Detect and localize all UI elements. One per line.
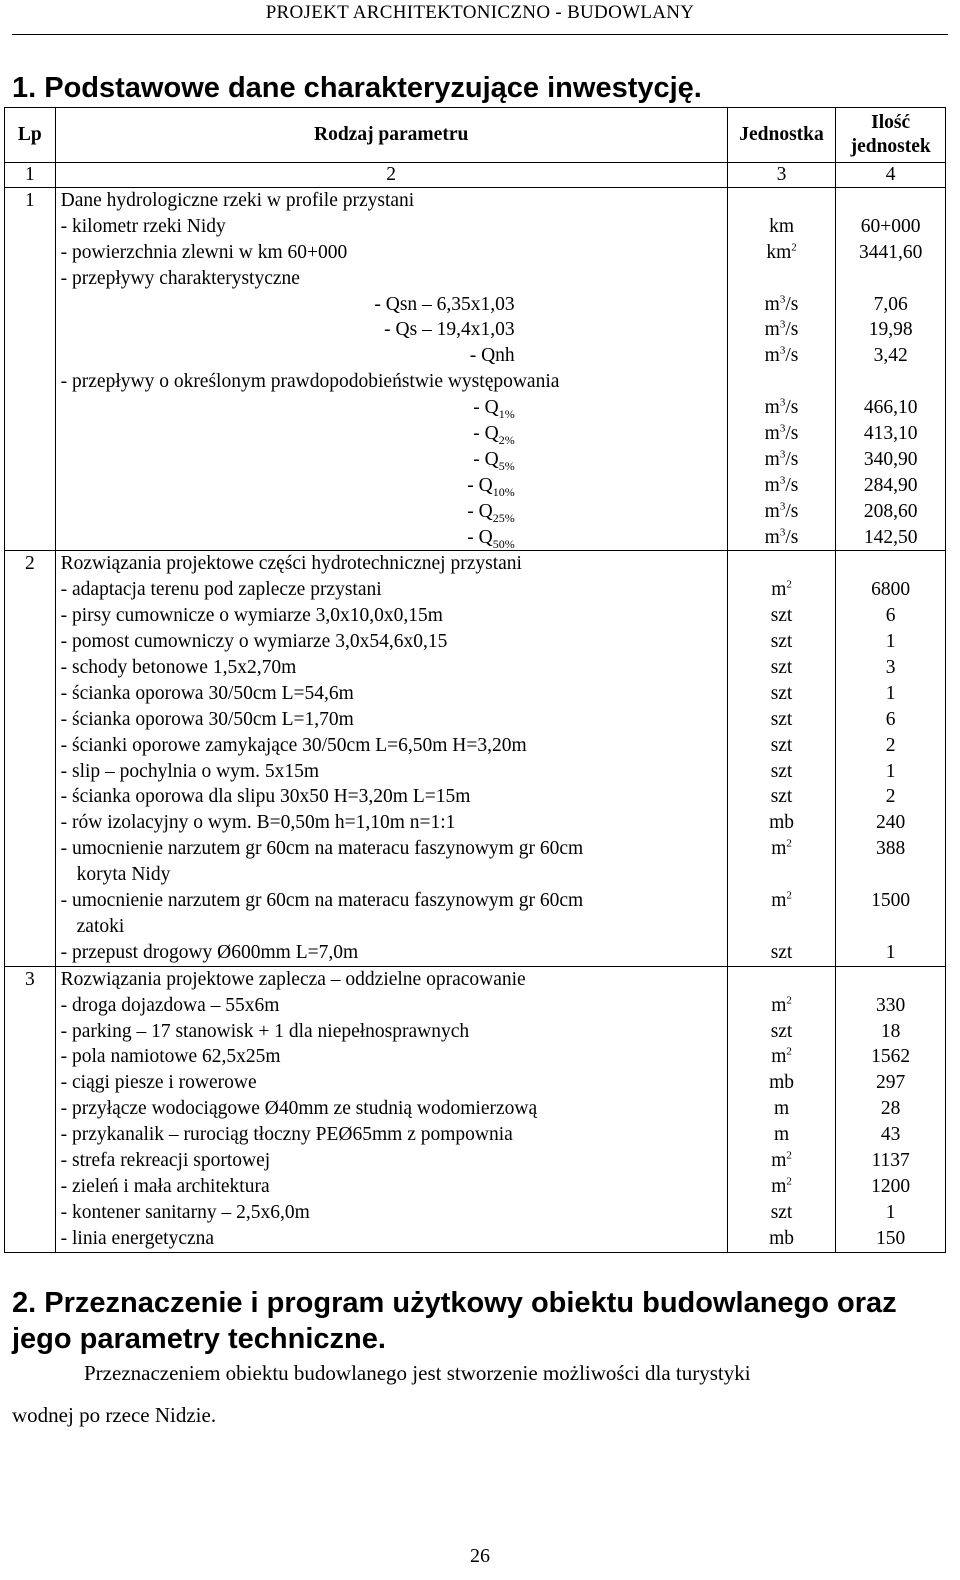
unit-value <box>728 940 836 966</box>
unit-text: m <box>771 890 787 912</box>
parameter-text <box>56 888 727 914</box>
unit-value <box>728 369 836 395</box>
parameter-text <box>56 836 727 862</box>
unit-superscript: 3 <box>779 344 786 357</box>
unit-value <box>728 343 836 369</box>
unit-superscript: 3 <box>779 293 786 306</box>
unit-value <box>728 1122 836 1148</box>
unit-value <box>728 240 836 266</box>
unit-superscript: 2 <box>786 1175 792 1188</box>
quantity-value <box>836 266 945 292</box>
header-parameter: Rodzaj parametru <box>55 108 727 163</box>
parameter-label: koryta Nidy <box>76 864 171 886</box>
unit-value <box>728 473 836 499</box>
quantity-value: 60+000 <box>860 215 921 237</box>
parameter-label: - Q <box>473 448 499 470</box>
unit-text: m <box>764 319 780 341</box>
table-row <box>5 551 946 966</box>
unit-text: m <box>764 293 780 315</box>
quantity-value: 2 <box>885 734 896 756</box>
parameter-subscript: 25% <box>492 510 515 525</box>
parameter-label: - Qs – 19,4x1,03 <box>384 319 515 341</box>
parameter-text <box>56 240 727 266</box>
unit-value <box>728 188 836 214</box>
quantity-value: 2 <box>885 786 896 808</box>
unit-suffix: /s <box>785 526 799 548</box>
unit-suffix: /s <box>785 448 799 470</box>
parameter-text <box>56 343 727 369</box>
investment-data-table <box>4 107 946 1253</box>
parameter-text <box>56 499 727 525</box>
parameter-text <box>56 810 727 836</box>
unit-text: szt <box>770 941 793 963</box>
unit-suffix: /s <box>785 293 799 315</box>
unit-value <box>728 914 836 940</box>
table-row <box>5 966 946 1252</box>
unit-text: m <box>771 1046 787 1068</box>
unit-value <box>728 1019 836 1045</box>
parameter-text <box>56 1044 727 1070</box>
column-number: 2 <box>55 163 727 188</box>
row-lp <box>5 551 56 966</box>
parameter-label: - przepływy charakterystyczne <box>60 267 300 289</box>
quantity-value: 18 <box>880 1020 901 1042</box>
unit-text: mb <box>769 812 794 834</box>
unit-value <box>728 629 836 655</box>
row-parameters <box>55 551 727 966</box>
unit-text: km <box>766 241 792 263</box>
parameter-text <box>56 862 727 888</box>
parameter-text <box>56 292 727 318</box>
unit-superscript: 3 <box>779 318 786 331</box>
unit-value <box>728 317 836 343</box>
quantity-value <box>836 914 945 940</box>
parameter-text <box>56 940 727 966</box>
quantity-value: 1 <box>885 631 896 653</box>
unit-value <box>728 266 836 292</box>
parameter-label: - rów izolacyjny o wym. B=0,50m h=1,10m n=1:1 <box>60 812 456 834</box>
unit-text: m <box>764 423 780 445</box>
unit-superscript: 2 <box>786 994 792 1007</box>
parameter-text <box>56 1200 727 1226</box>
lp-value: 1 <box>24 190 35 211</box>
parameter-subscript: 50% <box>492 536 515 551</box>
unit-value <box>728 525 836 551</box>
unit-text: m <box>773 1098 790 1120</box>
quantity-value <box>836 862 945 888</box>
parameter-label: - pomost cumowniczy o wymiarze 3,0x54,6x0,15 <box>60 631 448 653</box>
unit-superscript: 2 <box>786 889 792 902</box>
quantity-value <box>836 188 945 214</box>
unit-value <box>728 603 836 629</box>
unit-text: km <box>769 215 794 237</box>
parameter-text <box>56 214 727 240</box>
unit-text: szt <box>770 1020 793 1042</box>
column-number: 1 <box>5 163 56 188</box>
unit-value <box>728 447 836 473</box>
parameter-text <box>56 1148 727 1174</box>
unit-value <box>728 967 836 993</box>
parameter-label: - adaptacja terenu pod zaplecze przystani <box>60 579 382 601</box>
lp-value: 3 <box>24 968 35 990</box>
unit-value <box>728 1226 836 1252</box>
unit-superscript: 2 <box>786 578 792 591</box>
quantity-value: 1562 <box>871 1046 911 1068</box>
unit-value <box>728 707 836 733</box>
quantity-value: 6 <box>885 708 896 730</box>
unit-value <box>728 836 836 862</box>
quantity-value: 1 <box>885 1201 896 1223</box>
parameter-text <box>56 1174 727 1200</box>
row-quantities <box>836 188 946 551</box>
unit-value <box>728 1148 836 1174</box>
quantity-value: 297 <box>876 1072 906 1094</box>
header-quantity-line2: jednostek <box>850 136 931 157</box>
unit-superscript: 3 <box>779 526 786 539</box>
parameter-text <box>56 1122 727 1148</box>
parameter-text <box>56 188 727 214</box>
unit-text: szt <box>770 682 793 704</box>
parameter-label: zatoki <box>76 915 125 937</box>
unit-text: m <box>764 448 780 470</box>
parameter-text <box>56 914 727 940</box>
unit-suffix: /s <box>785 397 799 419</box>
parameter-text <box>56 681 727 707</box>
parameter-text <box>56 1096 727 1122</box>
parameter-subscript: 2% <box>498 432 515 447</box>
parameter-text <box>56 1070 727 1096</box>
parameter-label: - slip – pochylnia o wym. 5x15m <box>60 760 319 782</box>
row-lp <box>5 188 56 551</box>
unit-value <box>728 1070 836 1096</box>
row-quantities <box>836 551 946 966</box>
parameter-text <box>56 1226 727 1252</box>
unit-value <box>728 1174 836 1200</box>
page-number: 26 <box>470 1545 490 1567</box>
parameter-label: - ścianka oporowa 30/50cm L=1,70m <box>60 708 354 730</box>
quantity-value: 3441,60 <box>858 241 923 263</box>
lp-value: 2 <box>24 553 35 575</box>
unit-text: m <box>764 500 780 522</box>
quantity-value: 388 <box>876 838 906 860</box>
parameter-label: - kontener sanitarny – 2,5x6,0m <box>60 1201 310 1223</box>
row-parameters <box>55 966 727 1252</box>
unit-text: m <box>771 994 787 1016</box>
quantity-value: 19,98 <box>868 319 913 341</box>
parameter-subscript: 5% <box>498 458 515 473</box>
parameter-text <box>56 369 727 395</box>
parameter-text <box>56 395 727 421</box>
parameter-label: - linia energetyczna <box>60 1227 215 1249</box>
parameter-label: Dane hydrologiczne rzeki w profile przystani <box>60 190 415 211</box>
parameter-text <box>56 967 727 993</box>
table-header-row <box>5 108 946 163</box>
unit-value <box>728 421 836 447</box>
parameter-text <box>56 629 727 655</box>
parameter-label: - przepust drogowy Ø600mm L=7,0m <box>60 941 359 963</box>
paragraph-line-2: wodnej po rzece Nidzie. <box>12 1403 217 1427</box>
quantity-value: 413,10 <box>863 423 918 445</box>
quantity-value: 3 <box>885 657 896 679</box>
row-quantities <box>836 966 946 1252</box>
parameter-label: - schody betonowe 1,5x2,70m <box>60 657 297 679</box>
unit-text: mb <box>769 1227 794 1249</box>
parameter-text <box>56 421 727 447</box>
parameter-text <box>56 447 727 473</box>
unit-value <box>728 292 836 318</box>
unit-value <box>728 1096 836 1122</box>
parameter-label: - Q <box>473 397 499 419</box>
parameter-label: - droga dojazdowa – 55x6m <box>60 994 280 1016</box>
unit-value <box>728 655 836 681</box>
parameter-label: - Q <box>473 423 499 445</box>
quantity-value: 150 <box>876 1227 906 1249</box>
header-unit: Jednostka <box>727 108 836 163</box>
unit-value <box>728 759 836 785</box>
row-units <box>727 551 836 966</box>
parameter-subscript: 1% <box>498 407 515 422</box>
unit-text: m <box>764 474 780 496</box>
unit-value <box>728 681 836 707</box>
unit-superscript: 3 <box>779 500 786 513</box>
parameter-text <box>56 1019 727 1045</box>
unit-value <box>728 214 836 240</box>
quantity-value: 466,10 <box>863 397 918 419</box>
unit-text: szt <box>770 631 793 653</box>
quantity-value <box>836 967 945 993</box>
unit-value <box>728 888 836 914</box>
unit-text: szt <box>770 760 793 782</box>
quantity-value: 284,90 <box>863 474 918 496</box>
quantity-value: 6800 <box>871 579 911 601</box>
parameter-label: - ścianka oporowa 30/50cm L=54,6m <box>60 682 354 704</box>
parameter-label: - ścianki oporowe zamykające 30/50cm L=6,50m H=3,20m <box>60 734 527 756</box>
quantity-value <box>836 369 945 395</box>
parameter-label: - Q <box>467 526 493 548</box>
unit-value <box>728 499 836 525</box>
parameter-label: - ścianka oporowa dla slipu 30x50 H=3,20m L=15m <box>60 786 471 808</box>
unit-text: m <box>764 345 780 367</box>
row-lp <box>5 966 56 1252</box>
unit-text: szt <box>770 734 793 756</box>
quantity-value: 142,50 <box>863 526 918 548</box>
unit-superscript: 3 <box>779 474 786 487</box>
unit-superscript: 3 <box>779 448 786 461</box>
quantity-value: 1137 <box>871 1149 910 1171</box>
unit-suffix: /s <box>785 423 799 445</box>
unit-value <box>728 862 836 888</box>
page-header: PROJEKT ARCHITEKTONICZNO - BUDOWLANY <box>265 2 695 23</box>
parameter-label: - ciągi piesze i rowerowe <box>60 1072 257 1094</box>
parameter-label: - strefa rekreacji sportowej <box>60 1149 271 1171</box>
header-quantity <box>836 108 946 163</box>
unit-superscript: 2 <box>786 837 792 850</box>
parameter-text <box>56 759 727 785</box>
unit-superscript: 3 <box>779 396 786 409</box>
parameter-label: - Qnh <box>469 345 515 367</box>
quantity-value: 43 <box>880 1124 901 1146</box>
quantity-value: 1200 <box>871 1175 911 1197</box>
section-1-title: 1. Podstawowe dane charakteryzujące inwestycję. <box>12 72 702 104</box>
parameter-label: - Q <box>467 500 493 522</box>
unit-text: szt <box>770 605 793 627</box>
parameter-text <box>56 266 727 292</box>
unit-text: szt <box>770 1201 793 1223</box>
unit-value <box>728 993 836 1019</box>
parameter-subscript: 10% <box>492 484 515 499</box>
parameter-label: Rozwiązania projektowe części hydrotechnicznej przystani <box>60 553 522 575</box>
parameter-text <box>56 784 727 810</box>
unit-value <box>728 784 836 810</box>
parameter-text <box>56 317 727 343</box>
unit-suffix: /s <box>785 319 799 341</box>
row-units <box>727 966 836 1252</box>
unit-text: m <box>764 397 780 419</box>
parameter-label: - umocnienie narzutem gr 60cm na materacu faszynowym gr 60cm <box>60 890 584 912</box>
parameter-label: - parking – 17 stanowisk + 1 dla niepełnosprawnych <box>60 1020 470 1042</box>
parameter-text <box>56 655 727 681</box>
unit-text: m <box>771 838 787 860</box>
unit-text: szt <box>770 708 793 730</box>
parameter-text <box>56 577 727 603</box>
parameter-label: - Qsn – 6,35x1,03 <box>374 293 515 315</box>
header-rule <box>12 34 948 35</box>
parameter-label: - przepływy o określonym prawdopodobieństwie występowania <box>60 371 560 393</box>
parameter-text <box>56 525 727 551</box>
paragraph-line-1: Przeznaczeniem obiektu budowlanego jest stworzenie możliwości dla turystyki <box>84 1361 751 1385</box>
parameter-label: - pola namiotowe 62,5x25m <box>60 1046 281 1068</box>
parameter-label: Rozwiązania projektowe zaplecza – oddzielne opracowanie <box>60 968 526 990</box>
parameter-label: - zieleń i mała architektura <box>60 1175 270 1197</box>
unit-superscript: 2 <box>786 1149 792 1162</box>
parameter-text <box>56 551 727 577</box>
quantity-value <box>836 551 945 577</box>
unit-text: m <box>773 1124 790 1146</box>
parameter-text <box>56 473 727 499</box>
parameter-label: - pirsy cumownicze o wymiarze 3,0x10,0x0,15m <box>60 605 443 627</box>
unit-text: m <box>771 1175 787 1197</box>
unit-suffix: /s <box>785 474 799 496</box>
parameter-label: - Q <box>467 474 493 496</box>
parameter-label: - przykanalik – rurociąg tłoczny PEØ65mm z pompownia <box>60 1124 513 1146</box>
unit-value <box>728 810 836 836</box>
parameter-text <box>56 733 727 759</box>
table-row <box>5 188 946 551</box>
unit-value <box>728 1200 836 1226</box>
unit-text: mb <box>769 1072 794 1094</box>
quantity-value: 7,06 <box>873 293 908 315</box>
unit-value <box>728 577 836 603</box>
unit-text: m <box>764 526 780 548</box>
column-number: 4 <box>836 163 946 188</box>
quantity-value: 1500 <box>871 890 911 912</box>
unit-text: szt <box>770 657 793 679</box>
column-number: 3 <box>727 163 836 188</box>
parameter-label: - umocnienie narzutem gr 60cm na materacu faszynowym gr 60cm <box>60 838 584 860</box>
unit-value <box>728 395 836 421</box>
quantity-value: 3,42 <box>873 345 908 367</box>
header-quantity-line1: Ilość <box>871 112 911 133</box>
unit-value <box>728 1044 836 1070</box>
quantity-value: 240 <box>876 812 906 834</box>
header-lp: Lp <box>5 108 56 163</box>
parameter-text <box>56 603 727 629</box>
unit-suffix: /s <box>785 500 799 522</box>
quantity-value: 340,90 <box>863 448 918 470</box>
unit-value <box>728 733 836 759</box>
row-parameters <box>55 188 727 551</box>
quantity-value: 6 <box>885 605 896 627</box>
quantity-value: 1 <box>885 682 896 704</box>
parameter-text <box>56 707 727 733</box>
unit-superscript: 2 <box>786 1045 792 1058</box>
unit-text: szt <box>770 786 793 808</box>
quantity-value: 1 <box>885 760 896 782</box>
unit-text: m <box>771 1149 787 1171</box>
unit-superscript: 2 <box>791 241 797 254</box>
quantity-value: 330 <box>876 994 906 1016</box>
parameter-label: - kilometr rzeki Nidy <box>60 215 226 237</box>
quantity-value: 28 <box>880 1098 901 1120</box>
unit-superscript: 3 <box>779 422 786 435</box>
parameter-label: - powierzchnia zlewni w km 60+000 <box>60 241 348 263</box>
parameter-text <box>56 993 727 1019</box>
section-2-title: 2. Przeznaczenie i program użytkowy obiektu budowlanego oraz jego parametry techniczne. <box>12 1287 897 1355</box>
unit-value <box>728 551 836 577</box>
quantity-value: 208,60 <box>863 500 918 522</box>
parameter-label: - przyłącze wodociągowe Ø40mm ze studnią wodomierzową <box>60 1098 538 1120</box>
column-number-row <box>5 163 946 188</box>
unit-text: m <box>771 579 787 601</box>
quantity-value: 1 <box>885 941 896 963</box>
unit-suffix: /s <box>785 345 799 367</box>
row-units <box>727 188 836 551</box>
